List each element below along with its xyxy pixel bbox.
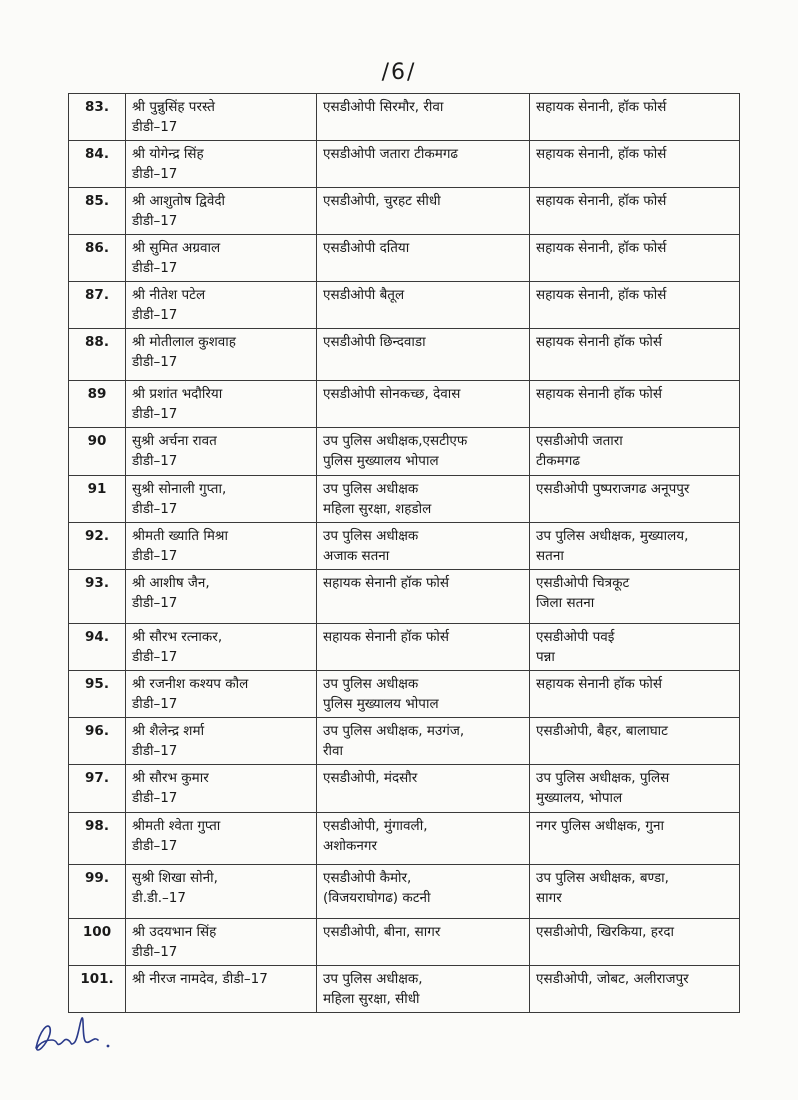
current-posting — [317, 624, 530, 671]
current-posting-line: पुलिस मुख्यालय भोपाल — [323, 696, 439, 712]
new-posting-line: सहायक सेनानी, हॉक फोर्स — [536, 146, 667, 162]
new-posting-line: सहायक सेनानी हॉक फोर्स — [536, 386, 663, 402]
current-posting-line: उप पुलिस अधीक्षक, मउगंज, — [323, 723, 465, 739]
table-row — [69, 188, 740, 235]
current-posting — [317, 94, 530, 141]
new-posting — [530, 865, 740, 919]
officer-cell — [126, 329, 317, 381]
current-posting-line: सहायक सेनानी हॉक फोर्स — [323, 575, 450, 591]
officer-cell — [126, 966, 317, 1013]
serial-number: 91 — [69, 476, 126, 523]
table-row — [69, 476, 740, 523]
current-posting — [317, 865, 530, 919]
officer-name: श्रीमती ख्याति मिश्रा — [132, 528, 228, 544]
officer-name: श्री उदयभान सिंह — [132, 924, 217, 940]
new-posting-line: सागर — [536, 890, 562, 906]
officer-batch: डीडी–17 — [132, 166, 178, 182]
new-posting-line: उप पुलिस अधीक्षक, मुख्यालय, — [536, 528, 689, 544]
officer-batch: डीडी–17 — [132, 501, 178, 517]
table-row — [69, 765, 740, 813]
new-posting-line: टीकमगढ — [536, 453, 580, 469]
serial-number: 92. — [69, 523, 126, 570]
current-posting-line: महिला सुरक्षा, सीधी — [323, 991, 420, 1007]
current-posting — [317, 523, 530, 570]
officer-batch: डीडी–17 — [132, 119, 178, 135]
officer-batch: डीडी–17 — [132, 649, 178, 665]
current-posting — [317, 188, 530, 235]
current-posting-line: उप पुलिस अधीक्षक — [323, 481, 419, 497]
current-posting-line: उप पुलिस अधीक्षक,एसटीएफ — [323, 433, 468, 449]
new-posting-line: एसडीओपी, बैहर, बालाघाट — [536, 723, 668, 739]
table-row — [69, 94, 740, 141]
current-posting-line: सहायक सेनानी हॉक फोर्स — [323, 629, 450, 645]
officer-name: श्री नीरज नामदेव, डीडी–17 — [132, 971, 268, 987]
new-posting-line: सहायक सेनानी, हॉक फोर्स — [536, 193, 667, 209]
transfer-table — [68, 93, 740, 1013]
current-posting-line: एसडीओपी बैतूल — [323, 287, 405, 303]
new-posting — [530, 624, 740, 671]
officer-cell — [126, 282, 317, 329]
new-posting — [530, 235, 740, 282]
current-posting-line: अजाक सतना — [323, 548, 390, 564]
new-posting-line: नगर पुलिस अधीक्षक, गुना — [536, 818, 664, 834]
current-posting — [317, 329, 530, 381]
table-row — [69, 235, 740, 282]
officer-cell — [126, 865, 317, 919]
officer-cell — [126, 141, 317, 188]
table-row — [69, 428, 740, 476]
new-posting — [530, 570, 740, 624]
officer-cell — [126, 919, 317, 966]
officer-cell — [126, 765, 317, 813]
officer-name: श्री आशुतोष द्विवेदी — [132, 193, 226, 209]
new-posting-line: सहायक सेनानी, हॉक फोर्स — [536, 287, 667, 303]
new-posting-line: सहायक सेनानी हॉक फोर्स — [536, 676, 663, 692]
new-posting-line: सतना — [536, 548, 564, 564]
current-posting — [317, 813, 530, 865]
new-posting — [530, 428, 740, 476]
serial-number: 100 — [69, 919, 126, 966]
serial-number: 83. — [69, 94, 126, 141]
new-posting — [530, 671, 740, 718]
new-posting-line: मुख्यालय, भोपाल — [536, 790, 623, 806]
table-row — [69, 329, 740, 381]
serial-number: 94. — [69, 624, 126, 671]
officer-batch: डीडी–17 — [132, 453, 178, 469]
current-posting — [317, 718, 530, 765]
current-posting — [317, 476, 530, 523]
new-posting-line: एसडीओपी, जोबट, अलीराजपुर — [536, 971, 689, 987]
officer-cell — [126, 476, 317, 523]
new-posting — [530, 94, 740, 141]
new-posting — [530, 966, 740, 1013]
new-posting — [530, 765, 740, 813]
officer-batch: डीडी–17 — [132, 944, 178, 960]
officer-batch: डीडी–17 — [132, 696, 178, 712]
current-posting-line: एसडीओपी, मुंगावली, — [323, 818, 428, 834]
new-posting-line: पन्ना — [536, 649, 555, 665]
serial-number: 84. — [69, 141, 126, 188]
officer-batch: डीडी–17 — [132, 548, 178, 564]
officer-name: श्री सौरभ कुमार — [132, 770, 209, 786]
current-posting-line: (विजयराघोगढ) कटनी — [323, 890, 431, 906]
new-posting-line: उप पुलिस अधीक्षक, पुलिस — [536, 770, 670, 786]
serial-number: 85. — [69, 188, 126, 235]
signature — [28, 1010, 118, 1060]
table-row — [69, 813, 740, 865]
officer-cell — [126, 523, 317, 570]
officer-name: श्री शैलेन्द्र शर्मा — [132, 723, 205, 739]
new-posting-line: सहायक सेनानी हॉक फोर्स — [536, 334, 663, 350]
officer-name: श्री आशीष जैन, — [132, 575, 210, 591]
serial-number: 93. — [69, 570, 126, 624]
serial-number: 98. — [69, 813, 126, 865]
officer-name: सुश्री शिखा सोनी, — [132, 870, 218, 886]
new-posting — [530, 188, 740, 235]
new-posting-line: सहायक सेनानी, हॉक फोर्स — [536, 99, 667, 115]
current-posting-line: अशोकनगर — [323, 838, 377, 854]
table-row — [69, 381, 740, 428]
officer-name: श्रीमती श्वेता गुप्ता — [132, 818, 221, 834]
officer-batch: डीडी–17 — [132, 595, 178, 611]
table-row — [69, 671, 740, 718]
officer-batch: डीडी–17 — [132, 838, 178, 854]
new-posting-line: एसडीओपी जतारा — [536, 433, 623, 449]
officer-batch: डीडी–17 — [132, 307, 178, 323]
current-posting-line: उप पुलिस अधीक्षक — [323, 676, 419, 692]
new-posting-line: एसडीओपी चित्रकूट — [536, 575, 630, 591]
table-row — [69, 919, 740, 966]
new-posting — [530, 329, 740, 381]
officer-batch: डीडी–17 — [132, 213, 178, 229]
table-row — [69, 141, 740, 188]
new-posting-line: जिला सतना — [536, 595, 595, 611]
current-posting — [317, 428, 530, 476]
officer-name: श्री पुन्नुसिंह परस्ते — [132, 99, 215, 115]
officer-name: श्री रजनीश कश्यप कौल — [132, 676, 249, 692]
current-posting-line: एसडीओपी सिरमौर, रीवा — [323, 99, 444, 115]
current-posting — [317, 235, 530, 282]
current-posting-line: एसडीओपी जतारा टीकमगढ — [323, 146, 459, 162]
table-row — [69, 718, 740, 765]
table-row — [69, 624, 740, 671]
serial-number: 101. — [69, 966, 126, 1013]
new-posting-line: एसडीओपी पवई — [536, 629, 615, 645]
officer-cell — [126, 188, 317, 235]
current-posting-line: एसडीओपी, चुरहट सीधी — [323, 193, 441, 209]
officer-batch: डी.डी.–17 — [132, 890, 186, 906]
officer-cell — [126, 428, 317, 476]
officer-batch: डीडी–17 — [132, 406, 178, 422]
current-posting-line: एसडीओपी दतिया — [323, 240, 410, 256]
current-posting — [317, 381, 530, 428]
new-posting — [530, 718, 740, 765]
officer-name: सुश्री सोनाली गुप्ता, — [132, 481, 227, 497]
new-posting — [530, 919, 740, 966]
current-posting-line: महिला सुरक्षा, शहडोल — [323, 501, 432, 517]
current-posting — [317, 966, 530, 1013]
new-posting — [530, 282, 740, 329]
serial-number: 86. — [69, 235, 126, 282]
officer-cell — [126, 570, 317, 624]
officer-cell — [126, 624, 317, 671]
current-posting — [317, 765, 530, 813]
new-posting-line: एसडीओपी पुष्पराजगढ अनूपपुर — [536, 481, 690, 497]
current-posting — [317, 671, 530, 718]
officer-name: श्री प्रशांत भदौरिया — [132, 386, 223, 402]
new-posting-line: सहायक सेनानी, हॉक फोर्स — [536, 240, 667, 256]
new-posting — [530, 813, 740, 865]
officer-cell — [126, 671, 317, 718]
current-posting-line: एसडीओपी छिन्दवाडा — [323, 334, 426, 350]
current-posting — [317, 570, 530, 624]
officer-name: श्री योगेन्द्र सिंह — [132, 146, 204, 162]
officer-cell — [126, 381, 317, 428]
current-posting-line: रीवा — [323, 743, 344, 759]
current-posting-line: एसडीओपी, मंदसौर — [323, 770, 418, 786]
serial-number: 88. — [69, 329, 126, 381]
new-posting — [530, 476, 740, 523]
current-posting — [317, 282, 530, 329]
current-posting — [317, 141, 530, 188]
serial-number: 96. — [69, 718, 126, 765]
officer-cell — [126, 235, 317, 282]
serial-number: 99. — [69, 865, 126, 919]
officer-batch: डीडी–17 — [132, 743, 178, 759]
current-posting-line: एसडीओपी कैमोर, — [323, 870, 412, 886]
page-number: /6/ — [381, 60, 417, 85]
current-posting-line: उप पुलिस अधीक्षक, — [323, 971, 423, 987]
serial-number: 90 — [69, 428, 126, 476]
table-row — [69, 523, 740, 570]
serial-number: 95. — [69, 671, 126, 718]
serial-number: 97. — [69, 765, 126, 813]
current-posting-line: उप पुलिस अधीक्षक — [323, 528, 419, 544]
officer-name: श्री सौरभ रत्नाकर, — [132, 629, 223, 645]
table-body — [69, 94, 740, 1013]
table-row — [69, 865, 740, 919]
new-posting — [530, 141, 740, 188]
table-row — [69, 570, 740, 624]
new-posting — [530, 381, 740, 428]
new-posting — [530, 523, 740, 570]
current-posting-line: एसडीओपी, बीना, सागर — [323, 924, 441, 940]
officer-name: श्री नीतेश पटेल — [132, 287, 206, 303]
officer-name: श्री सुमित अग्रवाल — [132, 240, 221, 256]
table-row — [69, 282, 740, 329]
new-posting-line: उप पुलिस अधीक्षक, बण्डा, — [536, 870, 669, 886]
current-posting-line: पुलिस मुख्यालय भोपाल — [323, 453, 439, 469]
table-row — [69, 966, 740, 1013]
officer-cell — [126, 813, 317, 865]
officer-batch: डीडी–17 — [132, 354, 178, 370]
officer-name: सुश्री अर्चना रावत — [132, 433, 217, 449]
current-posting — [317, 919, 530, 966]
officer-batch: डीडी–17 — [132, 790, 178, 806]
serial-number: 87. — [69, 282, 126, 329]
officer-name: श्री मोतीलाल कुशवाह — [132, 334, 236, 350]
officer-batch: डीडी–17 — [132, 260, 178, 276]
current-posting-line: एसडीओपी सोनकच्छ, देवास — [323, 386, 461, 402]
officer-cell — [126, 718, 317, 765]
serial-number: 89 — [69, 381, 126, 428]
new-posting-line: एसडीओपी, खिरकिया, हरदा — [536, 924, 675, 940]
officer-cell — [126, 94, 317, 141]
